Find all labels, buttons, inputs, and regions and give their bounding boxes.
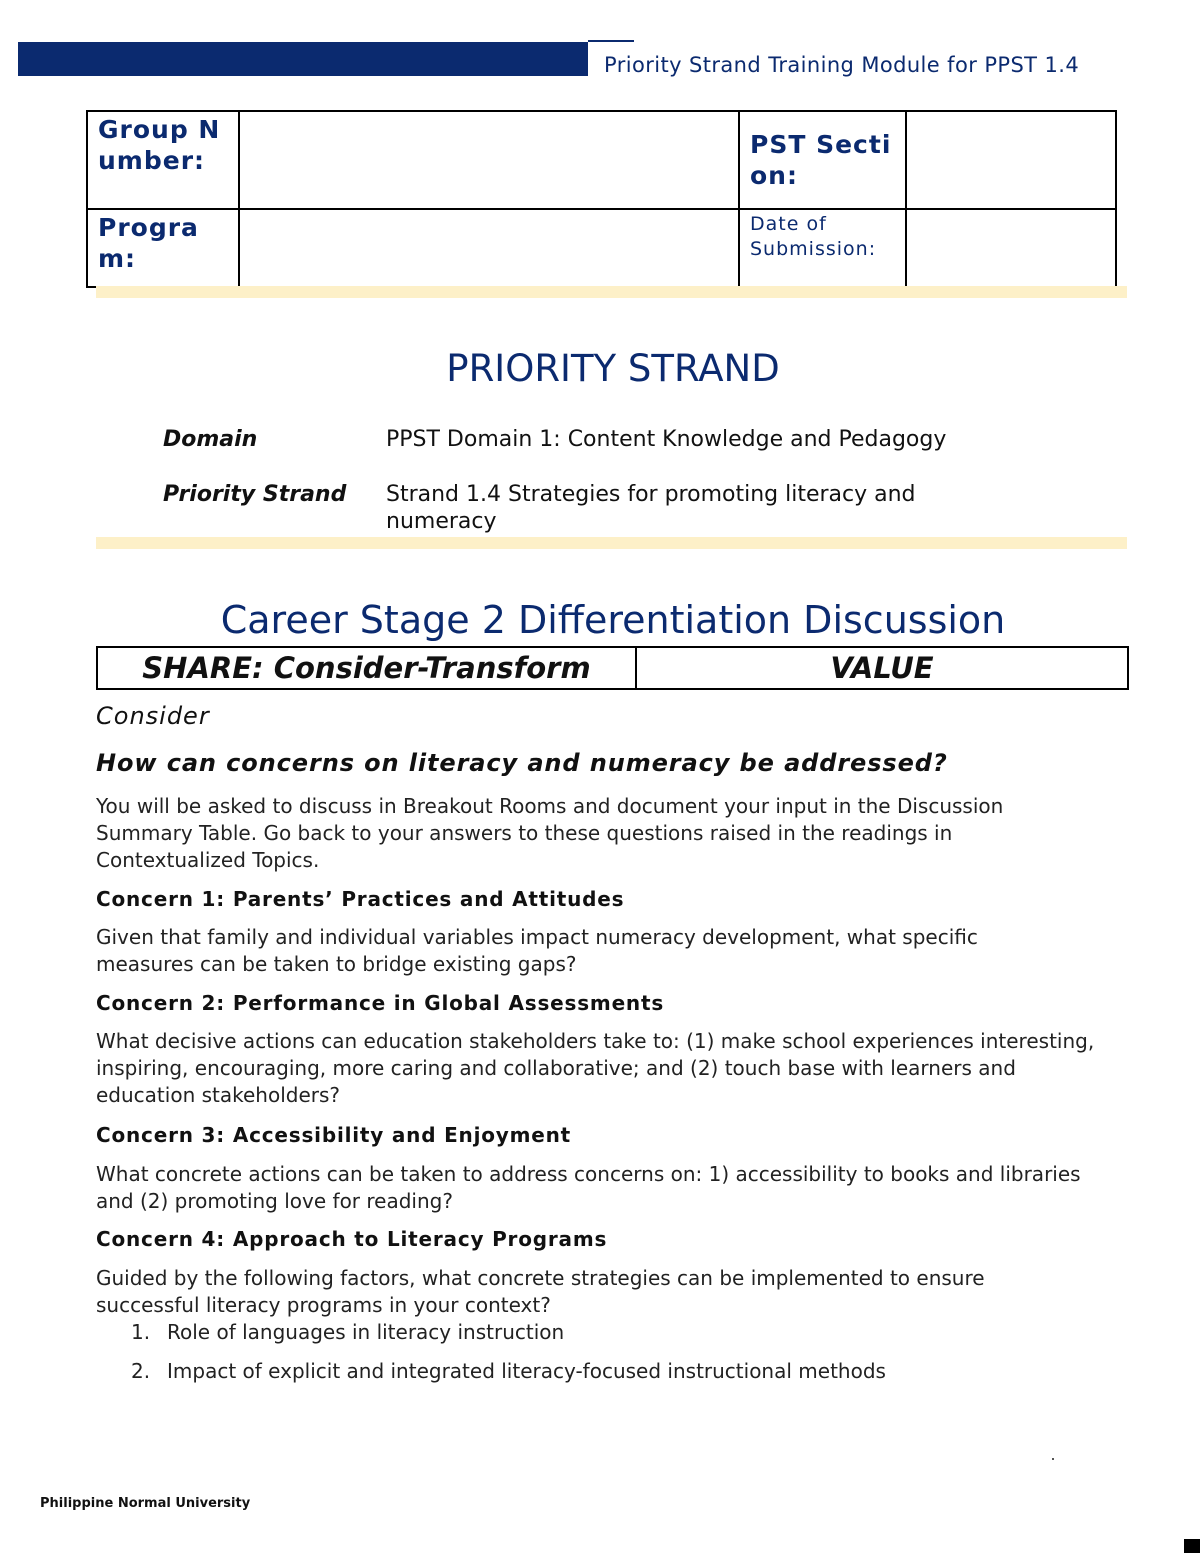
concern-1-title: Concern 1: Parents’ Practices and Attitudes xyxy=(96,887,625,911)
page-corner-mark xyxy=(1184,1539,1200,1553)
concern-3-text: What concrete actions can be taken to address concerns on: 1) accessibility to books and libraries and (2) promoting love for reading? xyxy=(96,1162,1081,1213)
factor-2-number: 2. xyxy=(131,1359,151,1383)
section-divider-bottom xyxy=(96,537,1127,549)
pst-section-field[interactable] xyxy=(906,111,1116,209)
value-cell: VALUE xyxy=(830,651,934,685)
share-value-table xyxy=(96,646,1129,690)
program-field[interactable] xyxy=(239,209,739,287)
module-title: Priority Strand Training Module for PPST 1.4 xyxy=(604,53,1080,77)
concern-4-title: Concern 4: Approach to Literacy Programs xyxy=(96,1227,608,1251)
strand-value: Strand 1.4 Strategies for promoting literacy and numeracy xyxy=(386,482,916,534)
concern-4-text: Guided by the following factors, what concrete strategies can be implemented to ensure successful literacy programs in your context? xyxy=(96,1266,985,1317)
footer-university: Philippine Normal University xyxy=(40,1496,251,1511)
program-label-cell xyxy=(87,209,239,287)
group-number-label-cell xyxy=(87,111,239,209)
strand-label: Priority Strand xyxy=(163,482,347,507)
date-of-submission-label: Date of Submission: xyxy=(750,213,877,260)
factor-1-number: 1. xyxy=(131,1320,151,1344)
factor-1-text: Role of languages in literacy instruction xyxy=(167,1320,565,1344)
concern-2-text: What decisive actions can education stakeholders take to: (1) make school experiences interesting, inspiring, encouraging, more caring and collaborative; and (2) touch base with learners and education stakeholders? xyxy=(96,1029,1095,1107)
group-number-field[interactable] xyxy=(239,111,739,209)
domain-value: PPST Domain 1: Content Knowledge and Pedagogy xyxy=(386,427,947,452)
header-bar xyxy=(18,42,588,76)
factor-2-text: Impact of explicit and integrated literacy-focused instructional methods xyxy=(167,1359,886,1383)
concern-2-title: Concern 2: Performance in Global Assessments xyxy=(96,991,665,1015)
career-stage-heading: Career Stage 2 Differentiation Discussion xyxy=(220,598,1006,642)
consider-label: Consider xyxy=(96,702,210,730)
stray-dot xyxy=(1052,1458,1054,1460)
date-label-cell xyxy=(739,209,906,287)
pst-section-label-cell xyxy=(739,111,906,209)
group-number-label: Group Number: xyxy=(98,115,221,175)
program-label: Program: xyxy=(98,213,199,273)
concern-1-text: Given that family and individual variables impact numeracy development, what specific measures can be taken to bridge existing gaps? xyxy=(96,925,978,976)
submission-info-table xyxy=(86,110,1117,288)
intro-paragraph: You will be asked to discuss in Breakout Rooms and document your input in the Discussion Summary Table. Go back to your answers to these questions raised in the readings in Contextualized Topics. xyxy=(96,794,1004,872)
guiding-question: How can concerns on literacy and numeracy be addressed? xyxy=(96,749,948,777)
concern-3-title: Concern 3: Accessibility and Enjoyment xyxy=(96,1123,572,1147)
section-divider-top xyxy=(96,286,1127,298)
domain-label: Domain xyxy=(163,427,258,452)
share-cell: SHARE: Consider-Transform xyxy=(98,648,637,688)
date-of-submission-field[interactable] xyxy=(906,209,1116,287)
header-rule xyxy=(588,40,634,42)
priority-strand-heading: PRIORITY STRAND xyxy=(446,347,780,390)
pst-section-label: PST Section: xyxy=(750,130,892,190)
